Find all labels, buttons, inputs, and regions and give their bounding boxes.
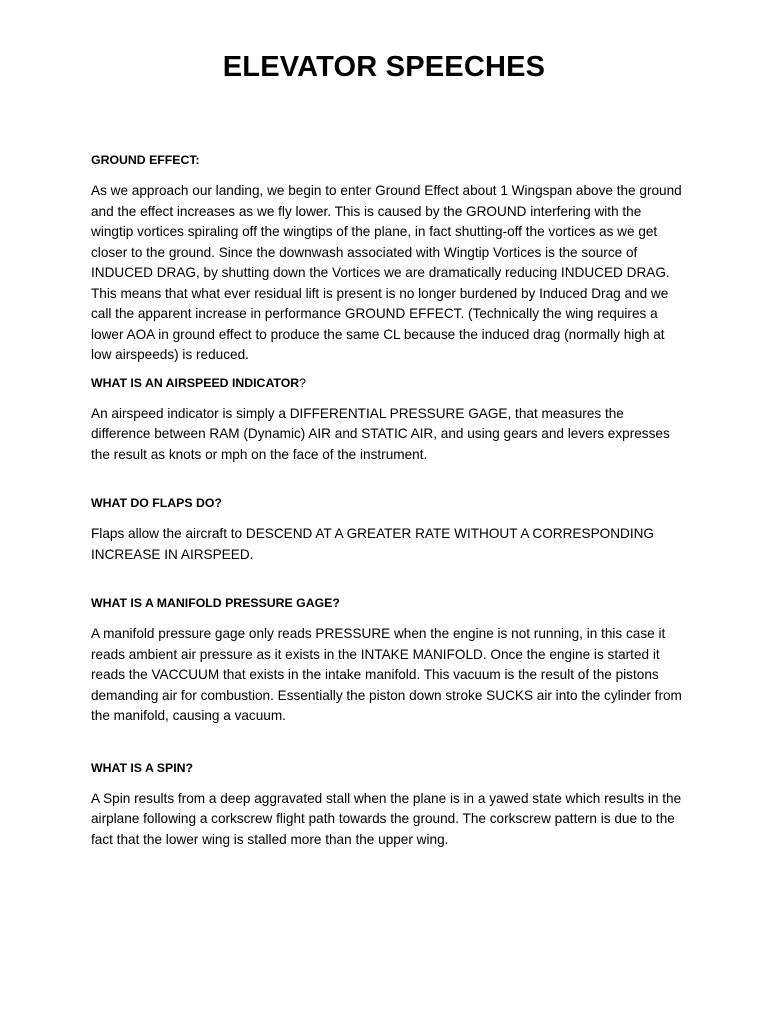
section-flaps <box>91 493 687 565</box>
section-heading <box>91 758 687 778</box>
section-heading <box>91 373 687 393</box>
section-heading-text: GROUND EFFECT: <box>91 153 200 167</box>
document-title: ELEVATOR SPEECHES <box>222 51 546 83</box>
document-body <box>91 150 687 850</box>
section-paragraph: An airspeed indicator is simply a DIFFERENTIAL PRESSURE GAGE, that measures the difference between RAM (Dynamic) AIR and STATIC AIR, and using gears and levers expresses the result as knots or mph on the face of the instrument. <box>91 405 670 462</box>
section-ground-effect <box>91 150 687 366</box>
section-paragraph: A manifold pressure gage only reads PRESSURE when the engine is not running, in this case it reads ambient air pressure as it exists in the INTAKE MANIFOLD. Once the engine is started it reads the VACCUUM that exists in the intake manifold. This vacuum is the result of the pistons demanding air for combustion. Essentially the piston down stroke SUCKS air into the cylinder from the manifold, causing a vacuum. <box>91 626 682 723</box>
section-heading-text: WHAT IS AN AIRSPEED INDICATOR <box>91 375 300 390</box>
section-heading-text: WHAT DO FLAPS DO? <box>91 496 222 510</box>
section-heading <box>91 493 687 513</box>
section-spin <box>91 758 687 851</box>
section-airspeed-indicator <box>91 373 687 466</box>
section-heading <box>91 593 687 613</box>
section-heading-suffix: ? <box>299 375 306 390</box>
section-heading-text: WHAT IS A MANIFOLD PRESSURE GAGE? <box>91 596 340 610</box>
section-paragraph: Flaps allow the aircraft to DESCEND AT A GREATER RATE WITHOUT A CORRESPONDING INCREASE IN AIRSPEED. <box>91 526 655 562</box>
section-manifold-pressure-gage <box>91 593 687 727</box>
section-paragraph: As we approach our landing, we begin to enter Ground Effect about 1 Wingspan above the ground and the effect increases as we fly lower. This is caused by the GROUND interfering with the wingtip vortices spiraling off the wingtips of the plane, in fact shutting-off the vortices as we get closer to the ground. Since the downwash associated with Wingtip Vortices is the source of INDUCED DRAG, by shutting down the Vortices we are dramatically reducing INDUCED DRAG. This means that what ever residual lift is present is no longer burdened by Induced Drag and we call the apparent increase in performance GROUND EFFECT. (Technically the wing requires a lower AOA in ground effect to produce the same CL because the induced drag (normally high at low airspeeds) is reduced. <box>91 183 682 362</box>
section-heading-text: WHAT IS A SPIN? <box>91 760 194 775</box>
section-paragraph: A Spin results from a deep aggravated stall when the plane is in a yawed state which results in the airplane following a corkscrew flight path towards the ground. The corkscrew pattern is due to the fact that the lower wing is stalled more than the upper wing. <box>91 790 682 847</box>
section-heading <box>91 150 687 170</box>
